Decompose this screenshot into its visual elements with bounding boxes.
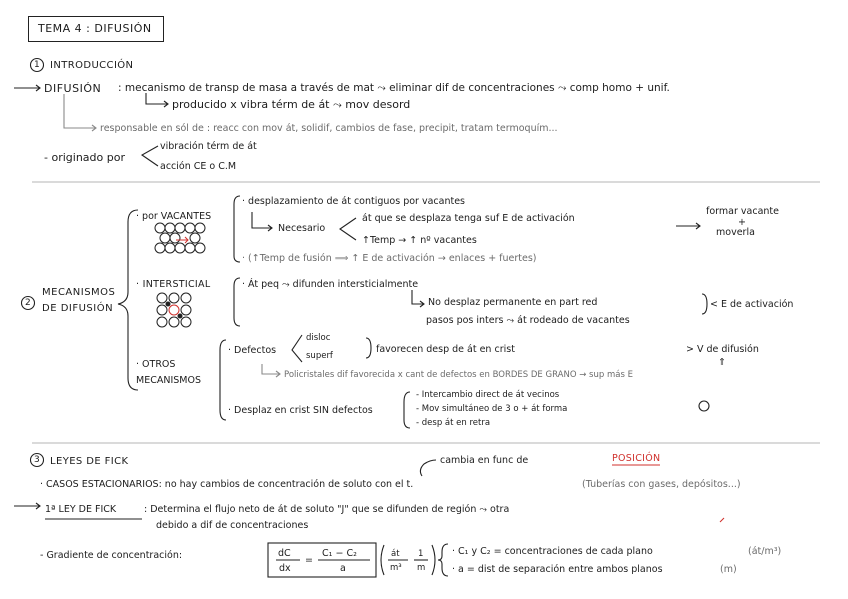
a-unit: (m)	[720, 564, 737, 575]
necesario-brace	[340, 218, 356, 240]
necesario-arrow	[252, 212, 272, 231]
posicion-highlight: POSICIÓN	[612, 453, 661, 464]
unit-atoms: át	[391, 549, 400, 559]
origin-brace	[142, 146, 158, 166]
result-plus: +	[738, 217, 746, 228]
c1c2-numerator: C₁ − C₂	[322, 548, 357, 559]
origin-action: acción CE o C.M	[160, 161, 237, 172]
defectos-right-brace	[366, 338, 371, 358]
equals-sign: =	[305, 555, 313, 566]
red-tick	[720, 518, 724, 522]
posicion-pointer	[420, 460, 436, 476]
a-denominator: a	[340, 563, 346, 574]
vacantes-label: · por VACANTES	[136, 211, 212, 222]
defectos-label: · Defectos	[228, 345, 277, 356]
difusion-mech-label: DE DIFUSIÓN	[42, 303, 114, 314]
policristales-text: Policristales dif favorecida x cant de defectos en BORDES DE GRANO → sup más E	[284, 370, 633, 380]
posicion-note: cambia en func de	[440, 455, 529, 466]
otros-brace	[220, 340, 226, 420]
ring-mechanism-icon	[699, 401, 709, 411]
section-1-number: 1	[34, 60, 40, 70]
mecanismos-label: MECANISMOS	[42, 287, 116, 298]
vacancy-lattice	[155, 223, 205, 253]
units-paren-right	[432, 545, 435, 575]
favorecen-text: favorecen desp de át en crist	[376, 344, 515, 355]
unit-m3: m³	[390, 563, 402, 573]
produced-text: producido x vibra térm de át ⤳ mov desord	[172, 98, 411, 111]
interstitial-lattice	[157, 293, 191, 327]
sin-brace	[404, 392, 410, 428]
otros-label-1: · OTROS	[136, 359, 176, 370]
ley-arrow	[14, 503, 40, 509]
mecanismos-brace	[118, 210, 138, 390]
need-temp: ↑Temp → ↑ nº vacantes	[362, 235, 477, 246]
vacantes-line1: · desplazamiento de át contiguos por vacantes	[242, 196, 465, 207]
ley-text-2: debido a dif de concentraciones	[156, 520, 309, 531]
section-1-heading: INTRODUCCIÓN	[50, 60, 134, 71]
otros-label-2: MECANISMOS	[136, 375, 201, 386]
intersticial-arrow	[412, 290, 424, 307]
difusion-label: DIFUSIÓN	[44, 82, 102, 95]
sin-line3: - desp át en retra	[416, 418, 491, 428]
disloc-text: disloc	[306, 333, 331, 343]
vacantes-brace	[234, 196, 240, 262]
result-arrow	[676, 223, 700, 229]
difusion-arrow	[14, 85, 40, 91]
sin-line2: - Mov simultáneo de 3 o + át forma	[416, 404, 568, 414]
result-form-vacancy: formar vacante	[706, 206, 779, 217]
produced-arrow	[146, 93, 168, 107]
arrow-up-icon: ⇑	[718, 357, 726, 368]
intersticial-line2: No desplaz permanente en part red	[428, 297, 598, 308]
intersticial-brace	[234, 278, 240, 326]
c-definition: · C₁ y C₂ = concentraciones de cada plano	[452, 546, 653, 557]
origin-vibration: vibración térm de át	[160, 141, 257, 152]
unit-m: m	[417, 563, 426, 573]
units-paren-left	[381, 545, 384, 575]
superf-text: superf	[306, 351, 333, 361]
a-definition: · a = dist de separación entre ambos planos	[452, 564, 663, 575]
intersticial-right-brace	[702, 294, 707, 314]
dx-denominator: dx	[279, 563, 291, 574]
necesario-label: Necesario	[278, 223, 326, 234]
casos-estacionarios: · CASOS ESTACIONARIOS: no hay cambios de concentración de soluto con el t.	[40, 479, 414, 490]
intersticial-label: · INTERSTICIAL	[136, 279, 211, 290]
temp-fusion-note: · (↑Temp de fusión ⟹ ↑ E de activación → enlaces + fuertes)	[242, 253, 537, 264]
origin-label: - originado por	[44, 151, 125, 164]
defs-brace	[438, 544, 448, 576]
defectos-brace	[292, 335, 302, 362]
sin-line1: - Intercambio direct de át vecinos	[416, 390, 560, 400]
intersticial-line3: pasos pos inters ⤳ át rodeado de vacantes	[426, 315, 630, 326]
velocity-difusion: > V de difusión	[686, 344, 759, 355]
need-energy: át que se desplaza tenga suf E de activación	[362, 213, 575, 224]
section-2-number: 2	[25, 298, 31, 308]
poli-arrow	[262, 364, 280, 377]
responsible-text: responsable en sól de : reacc con mov át, solidif, cambios de fase, precipit, tratam termoquím...	[100, 123, 558, 134]
page-title: TEMA 4 : DIFUSIÓN	[38, 22, 152, 35]
c-unit: (át/m³)	[748, 546, 782, 557]
gradient-label: - Gradiente de concentración:	[40, 550, 183, 561]
section-3-number: 3	[34, 455, 40, 465]
dc-numerator: dC	[278, 548, 291, 559]
intersticial-less-energy: < E de activación	[710, 299, 794, 310]
unit-one: 1	[418, 549, 424, 559]
ley-label: 1ª LEY DE FICK	[45, 504, 117, 515]
sin-defectos-label: · Desplaz en crist SIN defectos	[228, 405, 373, 416]
casos-examples: (Tuberías con gases, depósitos...)	[582, 479, 741, 490]
responsible-arrow	[64, 94, 96, 131]
section-3-heading: LEYES DE FICK	[50, 456, 129, 467]
result-move: moverla	[716, 227, 755, 238]
ley-text: : Determina el flujo neto de át de soluto "J" que se difunden de región ⤳ otra	[144, 504, 510, 515]
difusion-definition: : mecanismo de transp de masa a través de mat ⤳ eliminar dif de concentraciones ⤳ comp homo + unif.	[118, 82, 670, 94]
intersticial-line1: · Át peq ⤳ difunden intersticialmente	[242, 279, 419, 290]
